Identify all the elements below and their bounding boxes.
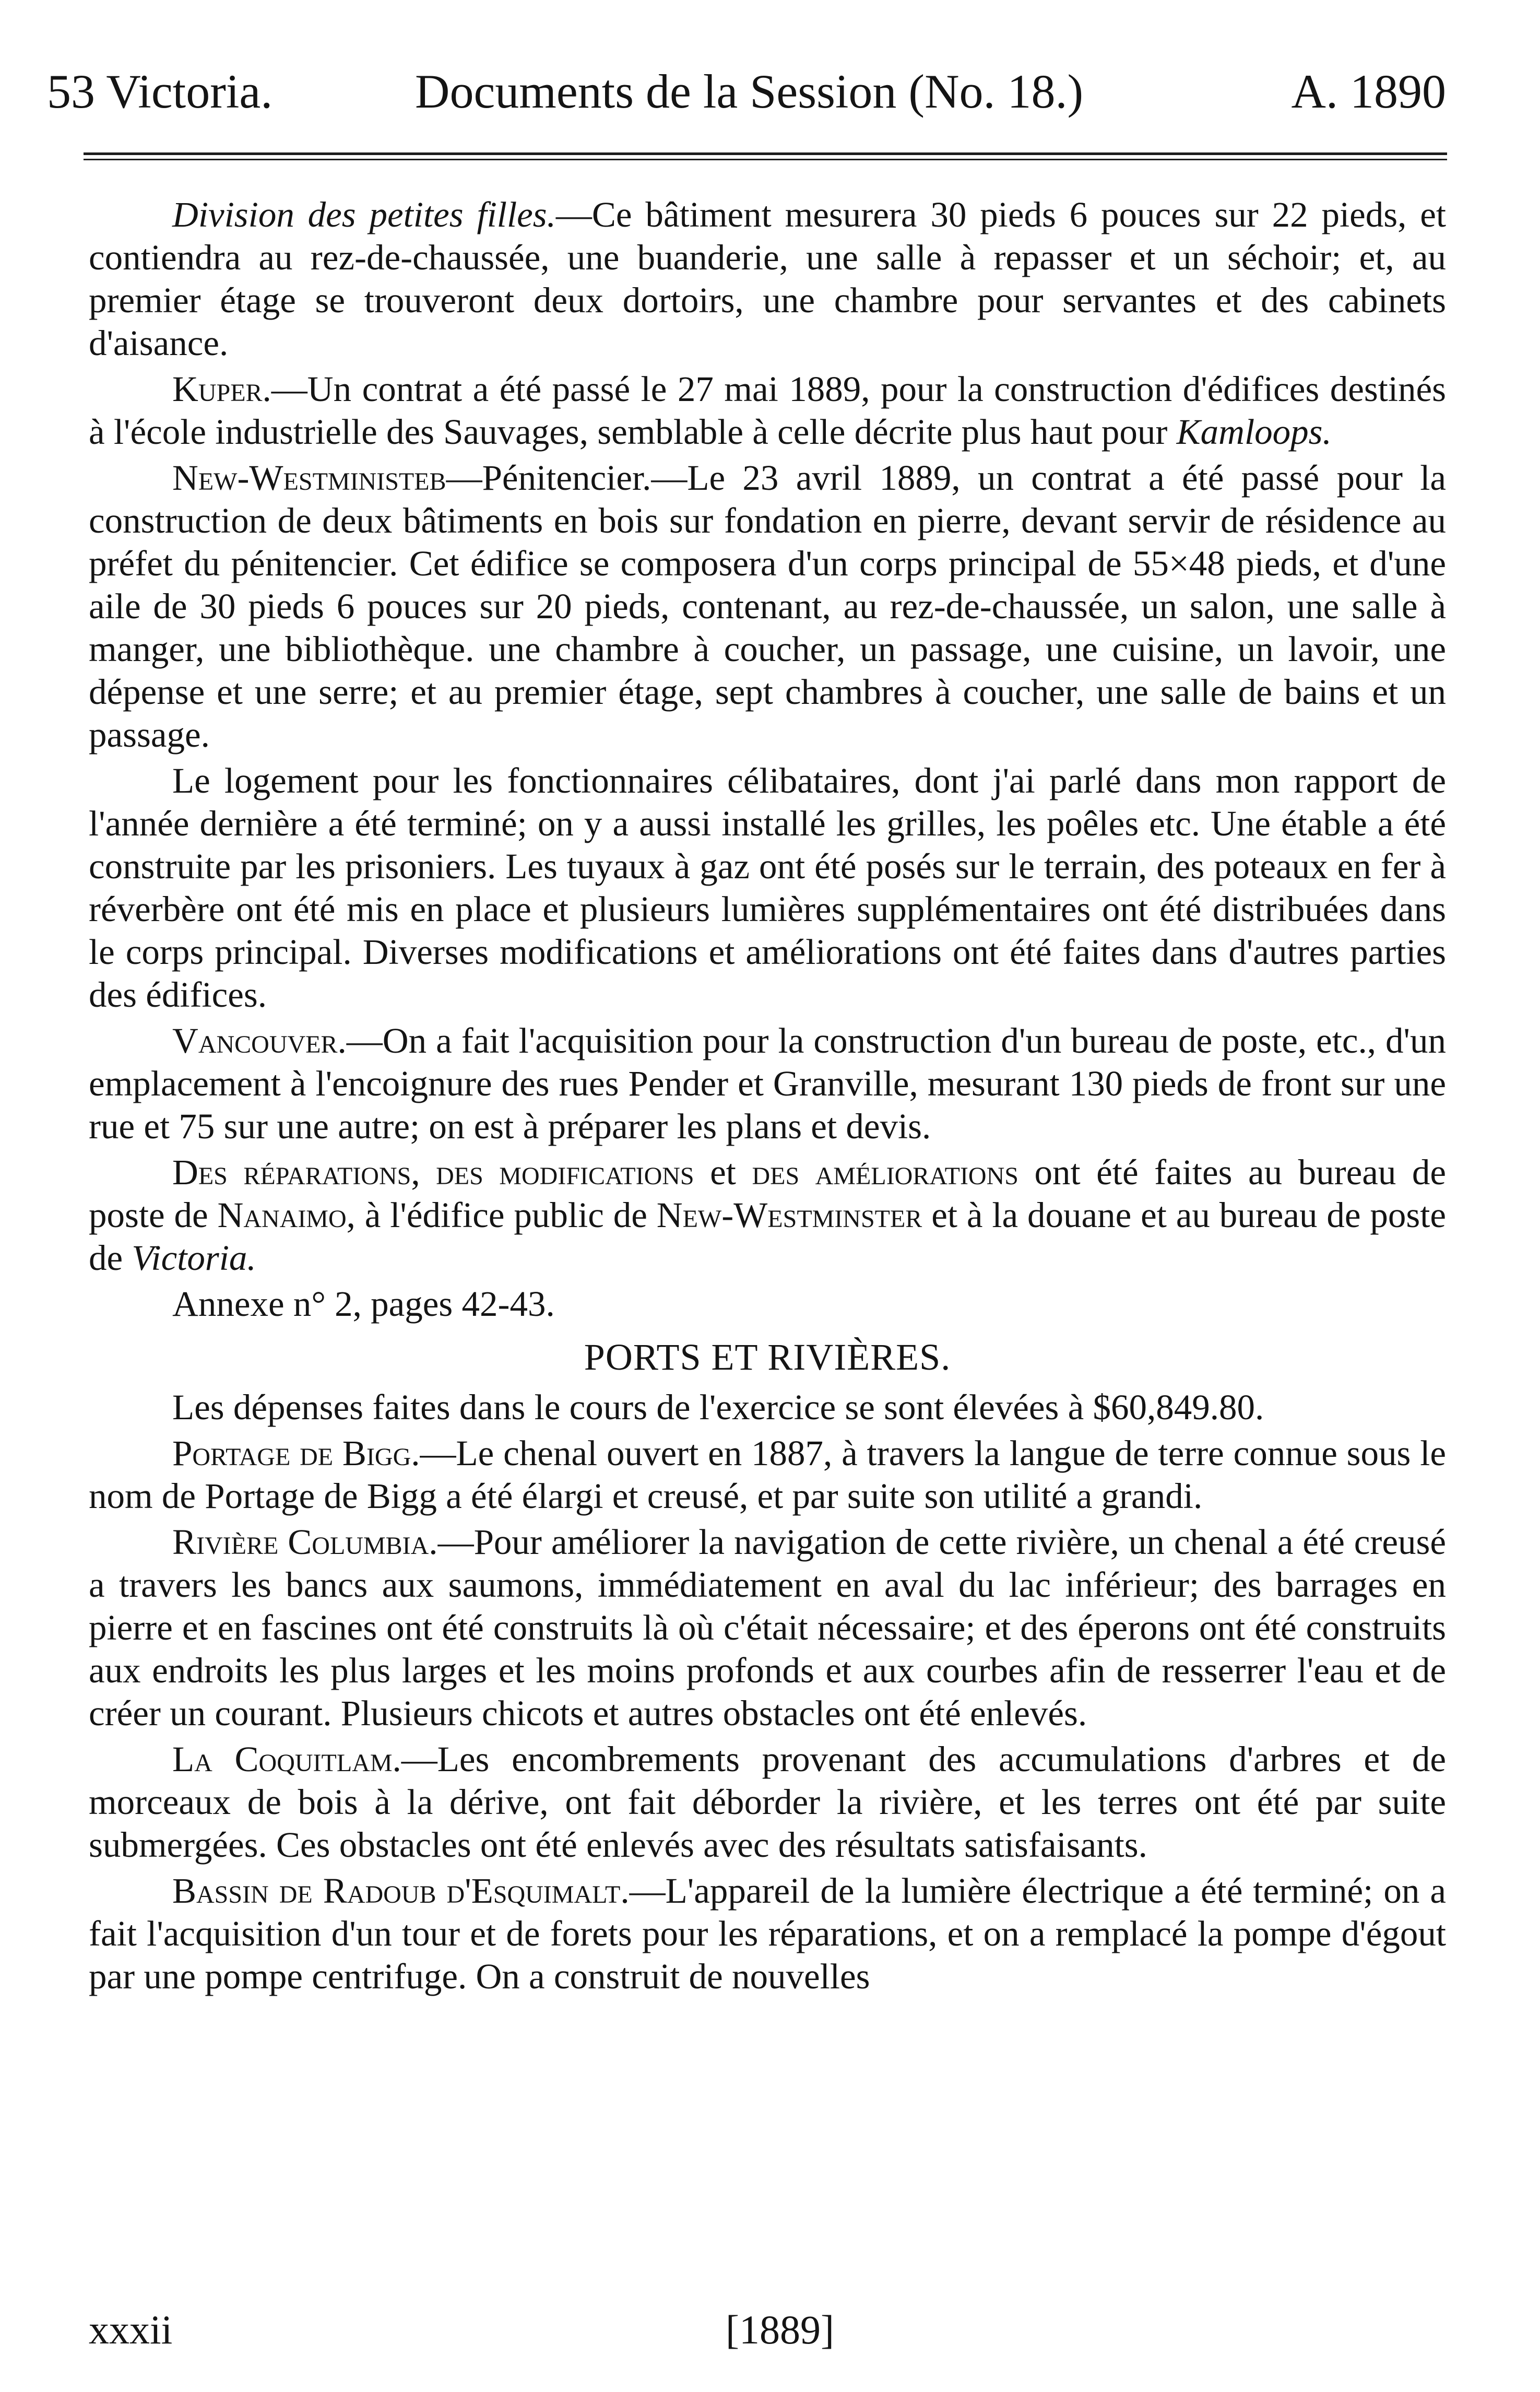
paragraph-text: —Un contrat a été passé le 27 mai 1889, pour la construction d'édifices destinés à l'école industrielle des Sauvages, semblable à celle décrite plus haut pour [89,369,1446,452]
paragraph-depenses [89,1386,1446,1429]
place-nanaimo: Nanaimo [217,1195,347,1235]
header-session-number: 53 Victoria. [47,65,273,118]
paragraph-lead-2: des améliorations [752,1152,1018,1192]
paragraph-lead: Kuper. [172,369,271,409]
place-new-westminster: New-Westminster [656,1195,922,1235]
paragraph-connector: et [694,1152,752,1192]
running-header [47,63,1446,120]
paragraph-la-coquitlam [89,1738,1446,1866]
paragraph-text: —On a fait l'acquisition pour la construction d'un bureau de poste, etc., d'un emplacement à l'encoignure des rues Pender et Granville, mesurant 130 pieds de front sur une rue et 75 sur une autre; on est à préparer les plans et devis. [89,1021,1446,1146]
paragraph-vancouver [89,1019,1446,1148]
paragraph-tail: Kamloops. [1176,412,1332,452]
paragraph-lead: New-Westministeb [172,458,446,498]
paragraph-text: ont été faites au bureau de poste de [89,1152,1447,1235]
paragraph-text: Annexe n° 2, pages 42-43. [172,1284,555,1324]
page-footer [89,2304,1446,2356]
paragraph-lead: Division des petites filles. [172,195,556,234]
paragraph-text: Les dépenses faites dans le cours de l'exercice se sont élevées à $60,849.80. [172,1387,1264,1427]
paragraph-annexe [89,1282,1446,1325]
page-number: xxxii [89,2307,173,2352]
section-heading: PORTS ET RIVIÈRES. [584,1336,951,1378]
paragraph-lead: Bassin de Radoub d'Esquimalt. [172,1871,630,1911]
paragraph-lead: Vancouver. [172,1021,347,1061]
paragraph-text: —Ce bâtiment mesurera 30 pieds 6 pouces sur 22 pieds, et contiendra au rez-de-chaussée, une buanderie, une salle à repasser et un séchoir; et, au premier étage se trouveront deux dortoirs, une chambre pour servantes et des cabinets d'aisance. [89,195,1446,363]
header-rule-thick [84,152,1447,155]
place-victoria: Victoria. [132,1238,256,1278]
paragraph-riviere-columbia [89,1521,1446,1735]
paragraph-lead: Portage de Bigg. [172,1433,420,1473]
paragraph-bassin-de-radoub [89,1869,1446,1998]
paragraph-division-petites-filles [89,193,1446,364]
paragraph-text: —Les encombrements provenant des accumulations d'arbres et de morceaux de bois à la dérive, ont fait déborder la rivière, et les terres ont été par suite submergées. Ces obstacles ont été enlevés avec des résultats satisfaisants. [89,1739,1447,1865]
paragraph-text: —Pour améliorer la navigation de cette rivière, un chenal a été creusé a travers les bancs aux saumons, immédiatement en aval du lac inférieur; des barrages en pierre et en fascines ont été construits là où c'était nécessaire; et des éperons ont été construits aux endroits les plus larges et les moins profonds et aux courbes afin de resserrer l'eau et de créer un courant. Plusieurs chicots et autres obstacles ont été enlevés. [89,1522,1446,1733]
paragraph-text: —Le chenal ouvert en 1887, à travers la langue de terre connue sous le nom de Portage de Bigg a été élargi et creusé, et par suite son utilité a grandi. [89,1433,1446,1516]
footer-year: [1889] [726,2307,834,2352]
paragraph-text: —L'appareil de la lumière électrique a été terminé; on a fait l'acquisition d'un tour et de forets pour les réparations, et on a remplacé la pompe d'égout par une pompe centrifuge. On a construit de nouvelles [89,1871,1446,1996]
page-body [89,193,1446,2001]
paragraph-text: —Pénitencier.—Le 23 avril 1889, un contrat a été passé pour la construction de deux bâtiments en bois sur fondation en pierre, devant servir de résidence au préfet du pénitencier. Cet édifice se composera d'un corps principal de 55×48 pieds, et d'une aile de 30 pieds 6 pouces sur 20 pieds, contenant, au rez-de-chaussée, un salon, une salle à manger, une bibliothèque. une chambre à coucher, un passage, une cuisine, un lavoir, une dépense et une serre; et au premier étage, sept chambres à coucher, une salle de bains et un passage. [89,458,1446,755]
header-document-title: Documents de la Session (No. 18.) [415,65,1084,118]
paragraph-lead: La Coquitlam. [172,1739,401,1779]
paragraph-text: Le logement pour les fonctionnaires célibataires, dont j'ai parlé dans mon rapport de l'année dernière a été terminé; on y a aussi installé les grilles, les poêles etc. Une étable a été construite par les prisoniers. Les tuyaux à gaz ont été posés sur le terrain, des poteaux en fer à réverbère ont été mis en place et plusieurs lumières supplémentaires ont été distribuées dans le corps principal. Diverses modifications et améliorations ont été faites dans d'autres parties des édifices. [89,761,1446,1015]
paragraph-reparations [89,1151,1446,1279]
paragraph-new-westminster [89,456,1446,756]
paragraph-text-2: , à l'édifice public de [346,1195,657,1235]
paragraph-lead: Rivière Columbia. [172,1522,438,1562]
header-rule-thin [84,159,1447,160]
paragraph-kuper [89,368,1446,453]
paragraph-logement [89,759,1446,1016]
header-year: A. 1890 [1291,65,1446,118]
paragraph-lead: Des réparations, des modifications [172,1152,694,1192]
paragraph-text-3: et à la douane et au bureau de poste de [89,1195,1446,1278]
paragraph-portage-de-bigg [89,1432,1446,1517]
